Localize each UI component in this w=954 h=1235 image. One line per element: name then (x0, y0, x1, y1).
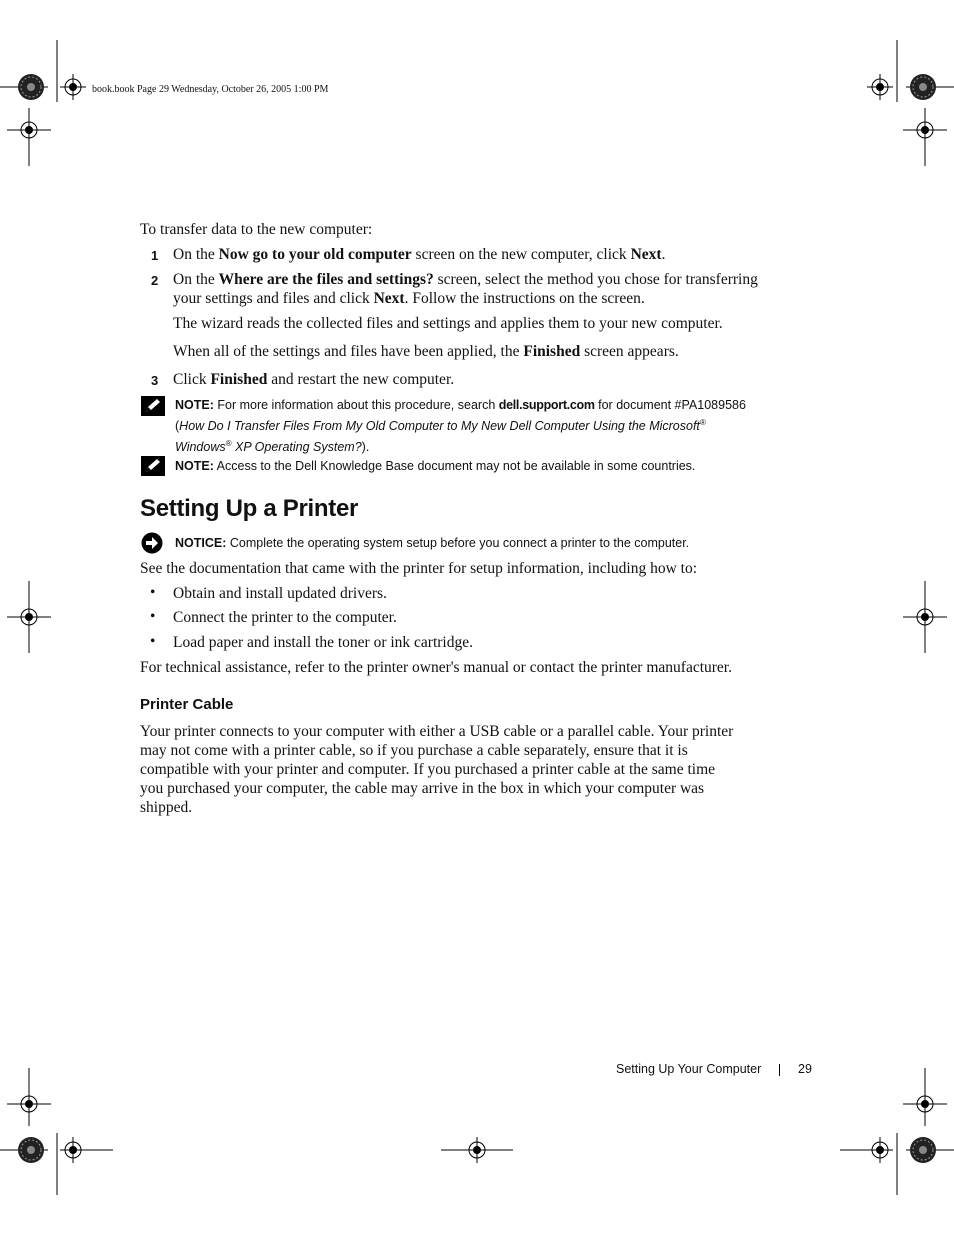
pencil-icon (141, 396, 165, 416)
section-heading: Setting Up a Printer (140, 495, 359, 522)
step-2-para: When all of the settings and files have been applied, the Finished screen appears. (173, 343, 679, 360)
page-number: 29 (798, 1062, 812, 1076)
bullet-icon: • (150, 608, 156, 625)
notice-text: NOTICE: Complete the operating system setup before you connect a printer to the computer. (175, 536, 690, 550)
note-text: NOTE: Access to the Dell Knowledge Base document may not be available in some countries. (175, 459, 696, 473)
step-1-text: On the Now go to your old computer screen on the new computer, click Next. (173, 246, 666, 263)
step-number: 1 (151, 248, 159, 263)
step-2-text: On the Where are the files and settings? screen, select the method you chose for transferring your settings and files and click Next. Follow the instructions on the screen. (173, 271, 758, 307)
footer-section-title: Setting Up Your Computer (616, 1062, 762, 1076)
list-item: Obtain and install updated drivers. (173, 585, 387, 602)
pencil-icon (141, 456, 165, 476)
step-number: 3 (151, 373, 159, 388)
step-number: 2 (151, 273, 159, 288)
note-text: NOTE: For more information about this procedure, search dell.support.com for document #PA1089586 (How Do I Transfer Files From My Old Computer to My New Dell Computer Using the Microsoft® Windows® XP Operating System?). (175, 398, 746, 455)
tech-assistance-text: For technical assistance, refer to the printer owner's manual or contact the printer manufacturer. (140, 659, 732, 676)
list-item: Connect the printer to the computer. (173, 609, 397, 626)
bullet-icon: • (150, 633, 156, 650)
see-documentation-text: See the documentation that came with the printer for setup information, including how to: (140, 560, 698, 577)
subsection-heading: Printer Cable (140, 696, 234, 713)
intro-text: To transfer data to the new computer: (140, 221, 373, 238)
print-slug: book.book Page 29 Wednesday, October 26, 2005 1:00 PM (92, 84, 329, 95)
footer-divider (779, 1064, 780, 1076)
printer-cable-paragraph: Your printer connects to your computer with either a USB cable or a parallel cable. Your printer may not come with a printer cable, so if you purchase a cable separately, ensure that it is compatible with your printer and computer. If you purchased a printer cable at the same time you purchased your computer, the cable may arrive in the box in which your computer was shipped. (140, 723, 734, 816)
step-3-text: Click Finished and restart the new computer. (173, 371, 455, 388)
list-item: Load paper and install the toner or ink cartridge. (173, 634, 473, 651)
bullet-icon: • (150, 584, 156, 601)
arrow-circle-icon (141, 532, 163, 554)
step-2-para: The wizard reads the collected files and settings and applies them to your new computer. (173, 315, 723, 332)
